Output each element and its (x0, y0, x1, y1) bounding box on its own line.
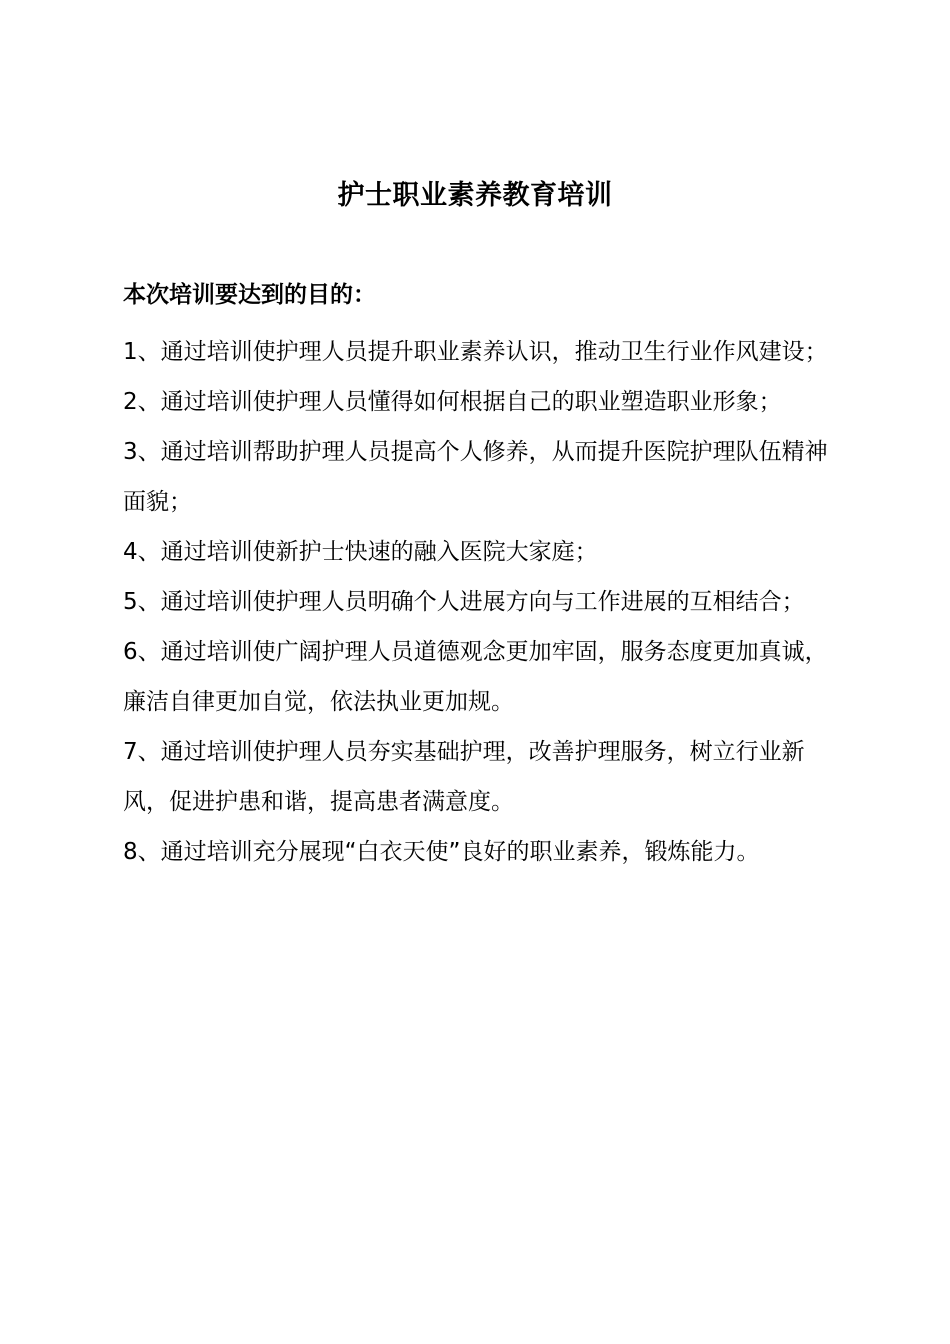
goals-subheading: 本次培训要达到的目的： (123, 282, 376, 308)
goal-item-3: 3、通过培训帮助护理人员提高个人修养，从而提升医院护理队伍精神面貌； (123, 439, 828, 515)
goal-item-7: 7、通过培训使护理人员夯实基础护理，改善护理服务，树立行业新风，促进护患和谐，提高患者满意度。 (123, 739, 805, 815)
goal-item-6: 6、通过培训使广阔护理人员道德观念更加牢固，服务态度更加真诚，廉洁自律更加自觉，依法执业更加规。 (123, 639, 828, 715)
goals-list (123, 327, 843, 877)
goal-item-5: 5、通过培训使护理人员明确个人进展方向与工作进展的互相结合； (123, 589, 805, 615)
goal-item-8: 8、通过培训充分展现“白衣天使”良好的职业素养，锻炼能力。 (123, 839, 760, 865)
goal-item-1: 1、通过培训使护理人员提升职业素养认识，推动卫生行业作风建设； (123, 339, 828, 365)
goal-item-2: 2、通过培训使护理人员懂得如何根据自己的职业塑造职业形象； (123, 389, 782, 415)
goal-item-4: 4、通过培训使新护士快速的融入医院大家庭； (123, 539, 598, 565)
document-title: 护士职业素养教育培训 (337, 180, 613, 211)
document-body (123, 277, 843, 877)
